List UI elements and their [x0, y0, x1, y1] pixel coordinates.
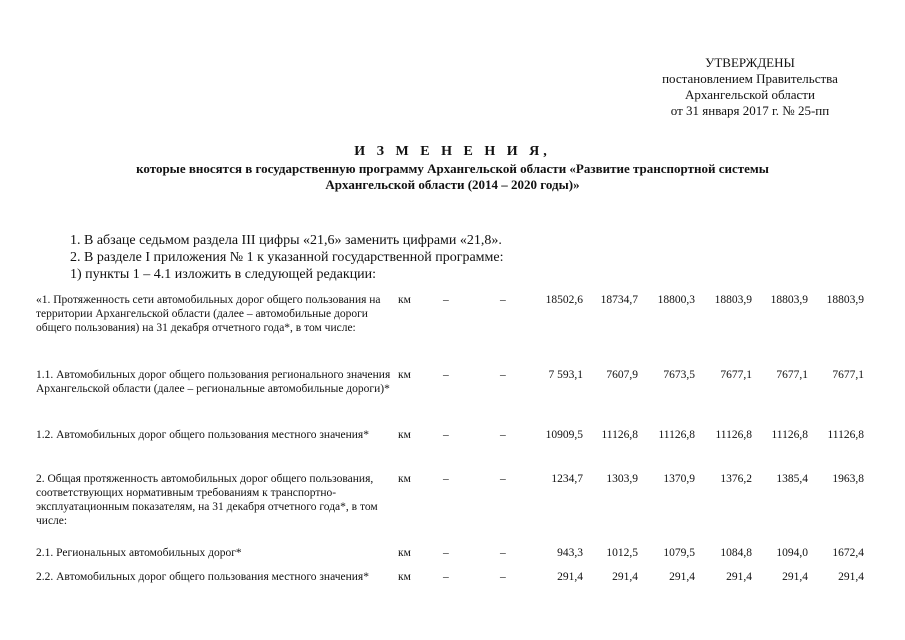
row-value: 10909,5 [545, 429, 583, 441]
row-value: 18800,3 [657, 294, 695, 306]
row-value: 7 593,1 [548, 369, 583, 381]
row-value: 18803,9 [826, 294, 864, 306]
row-dash: – [500, 369, 506, 381]
row-value: 18502,6 [545, 294, 583, 306]
document-subtitle-line: которые вносятся в государственную программу Архангельской области «Развитие транспортной системы [136, 161, 769, 176]
row-value: 11126,8 [601, 429, 638, 441]
row-value: 1303,9 [606, 473, 638, 485]
row-dash: – [443, 294, 449, 306]
row-value: 1370,9 [663, 473, 695, 485]
row-value: 943,3 [557, 547, 583, 559]
row-value: 7673,5 [663, 369, 695, 381]
row-value: 1079,5 [663, 547, 695, 559]
row-value: 18803,9 [770, 294, 808, 306]
row-value: 11126,8 [771, 429, 808, 441]
row-dash: – [500, 294, 506, 306]
row-value: 1385,4 [776, 473, 808, 485]
row-value: 18734,7 [600, 294, 638, 306]
row-value: 291,4 [838, 571, 864, 583]
row-value: 7607,9 [606, 369, 638, 381]
row-unit: км [398, 571, 411, 583]
row-value: 7677,1 [720, 369, 752, 381]
approval-line: Архангельской области [685, 87, 815, 102]
row-value: 1012,5 [606, 547, 638, 559]
row-value: 11126,8 [715, 429, 752, 441]
row-value: 291,4 [557, 571, 583, 583]
row-dash: – [443, 369, 449, 381]
row-value: 7677,1 [776, 369, 808, 381]
row-dash: – [500, 429, 506, 441]
paragraph: 1. В абзаце седьмом раздела III цифры «21,6» заменить цифрами «21,8». [70, 233, 502, 248]
row-value: 1963,8 [832, 473, 864, 485]
paragraph: 2. В разделе I приложения № 1 к указанной государственной программе: [70, 250, 504, 265]
row-value: 11126,8 [827, 429, 864, 441]
row-dash: – [500, 473, 506, 485]
row-dash: – [500, 547, 506, 559]
approval-title: УТВЕРЖДЕНЫ [705, 55, 795, 70]
row-value: 1672,4 [832, 547, 864, 559]
row-value: 291,4 [669, 571, 695, 583]
row-value: 11126,8 [658, 429, 695, 441]
row-value: 18803,9 [714, 294, 752, 306]
row-description: 2.2. Автомобильных дорог общего пользования местного значения* [36, 571, 369, 583]
row-value: 1234,7 [551, 473, 583, 485]
row-description: 1.1. Автомобильных дорог общего пользования регионального значения Архангельской области (далее – региональные автомобильные дороги)* [36, 369, 391, 395]
row-unit: км [398, 473, 411, 485]
row-unit: км [398, 369, 411, 381]
approval-line: постановлением Правительства [662, 71, 838, 86]
amendment-paragraphs [70, 232, 504, 283]
row-dash: – [500, 571, 506, 583]
row-value: 1094,0 [776, 547, 808, 559]
row-unit: км [398, 294, 411, 306]
row-value: 1376,2 [720, 473, 752, 485]
document-heading [0, 144, 905, 193]
row-dash: – [443, 571, 449, 583]
row-value: 291,4 [782, 571, 808, 583]
row-value: 291,4 [726, 571, 752, 583]
approval-date: от 31 января 2017 г. № 25-пп [670, 103, 830, 118]
row-dash: – [443, 473, 449, 485]
row-description: 2.1. Региональных автомобильных дорог* [36, 547, 242, 559]
row-dash: – [443, 429, 449, 441]
row-description: «1. Протяженность сети автомобильных дорог общего пользования на территории Архангельской области (далее – автомобильные дороги общего пользования) на 31 декабря отчетного года*, в том числе: [36, 294, 381, 334]
row-unit: км [398, 429, 411, 441]
document-title: И З М Е Н Е Н И Я, [354, 144, 551, 159]
row-dash: – [443, 547, 449, 559]
document-subtitle-line: Архангельской области (2014 – 2020 годы)» [325, 177, 580, 192]
row-unit: км [398, 547, 411, 559]
approval-block [600, 55, 900, 119]
row-value: 1084,8 [720, 547, 752, 559]
row-description: 1.2. Автомобильных дорог общего пользования местного значения* [36, 429, 369, 441]
row-value: 7677,1 [832, 369, 864, 381]
row-value: 291,4 [612, 571, 638, 583]
row-description: 2. Общая протяженность автомобильных дорог общего пользования, соответствующих нормативным требованиям к транспортно-эксплуатационным показателям, на 31 декабря отчетного года*, в том числе: [36, 473, 378, 527]
paragraph: 1) пункты 1 – 4.1 изложить в следующей редакции: [70, 267, 377, 282]
